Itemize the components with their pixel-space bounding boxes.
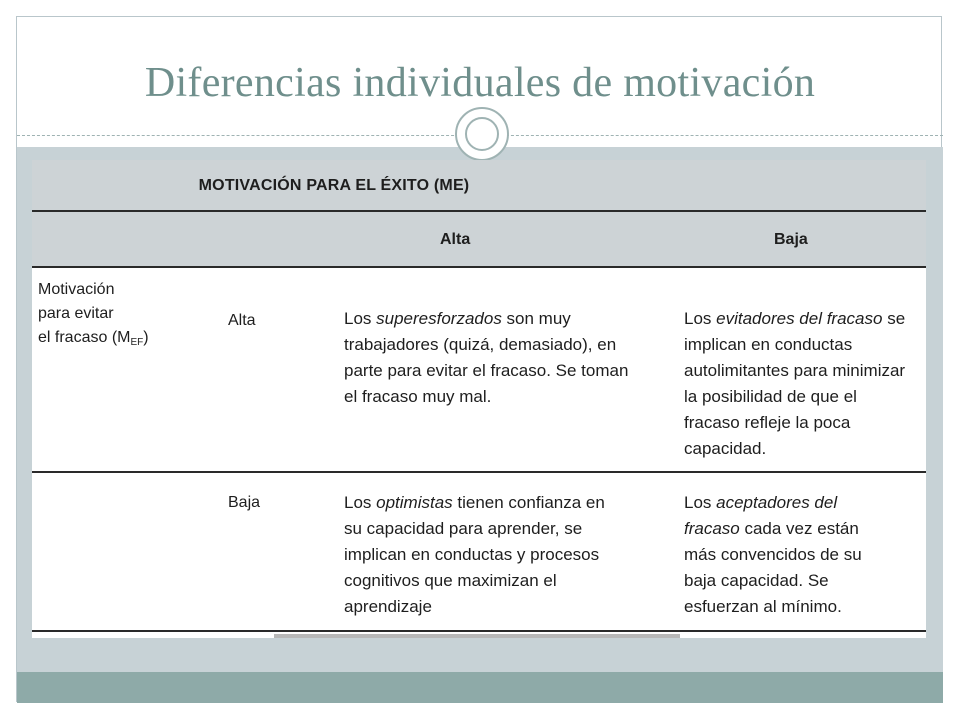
cell-optimistas: [344, 490, 624, 620]
row-label-alta: Alta: [228, 312, 256, 329]
cell-term: evitadores del fracaso: [716, 309, 883, 328]
cell-evitadores: [684, 306, 912, 462]
cell-text: Los: [344, 493, 377, 512]
cell-term: superesforzados: [376, 309, 502, 328]
horizontal-scrollbar: [274, 634, 680, 638]
row-label-baja: Baja: [228, 494, 261, 511]
slide-title: Diferencias individuales de motivación: [144, 60, 816, 106]
cell-text: son muy trabajadores (quizá, demasiado), en parte para evitar el fracaso. Se toman el fracaso muy mal.: [344, 309, 629, 406]
cell-text: Los: [684, 309, 717, 328]
table-header-main: [32, 160, 926, 212]
row-group-header-text: el fracaso (M: [38, 329, 131, 346]
cell-text: Los: [684, 493, 717, 512]
motivation-table: [32, 160, 926, 638]
cell-aceptadores: [684, 490, 884, 620]
cell-term: optimistas: [376, 493, 453, 512]
decorative-inner-circle: [465, 117, 499, 151]
column-header-baja: Baja: [774, 231, 808, 248]
footer-bar: [17, 672, 943, 703]
row-group-header: [38, 278, 149, 355]
row-separator: [32, 471, 926, 473]
cell-text: Los: [344, 309, 377, 328]
column-header-alta: Alta: [440, 231, 471, 248]
table-header-main-text: MOTIVACIÓN PARA EL ÉXITO (ME): [198, 177, 470, 194]
cell-text: tienen confianza en su capacidad para aprender, se implican en conductas y procesos cognitivos que maximizan el aprendizaje: [344, 493, 605, 616]
table-bottom-border: [32, 630, 926, 632]
row-group-header-subscript: EF: [130, 337, 144, 348]
row-group-header-line: [38, 326, 149, 355]
cell-superesforzados: [344, 306, 634, 410]
decorative-circle-icon: [455, 107, 509, 161]
cell-term: aceptadores del fracaso: [684, 493, 838, 538]
table-header-columns: [32, 212, 926, 268]
row-group-header-close: ): [143, 329, 149, 346]
cell-text: se implican en conductas autolimitantes para minimizar la posibilidad de que el fracaso refleje la poca capacidad.: [684, 309, 906, 458]
row-group-header-line: para evitar: [38, 305, 114, 322]
cell-text: cada vez están más convencidos de su baja capacidad. Se esfuerzan al mínimo.: [684, 519, 862, 616]
row-group-header-line: Motivación: [38, 281, 115, 298]
